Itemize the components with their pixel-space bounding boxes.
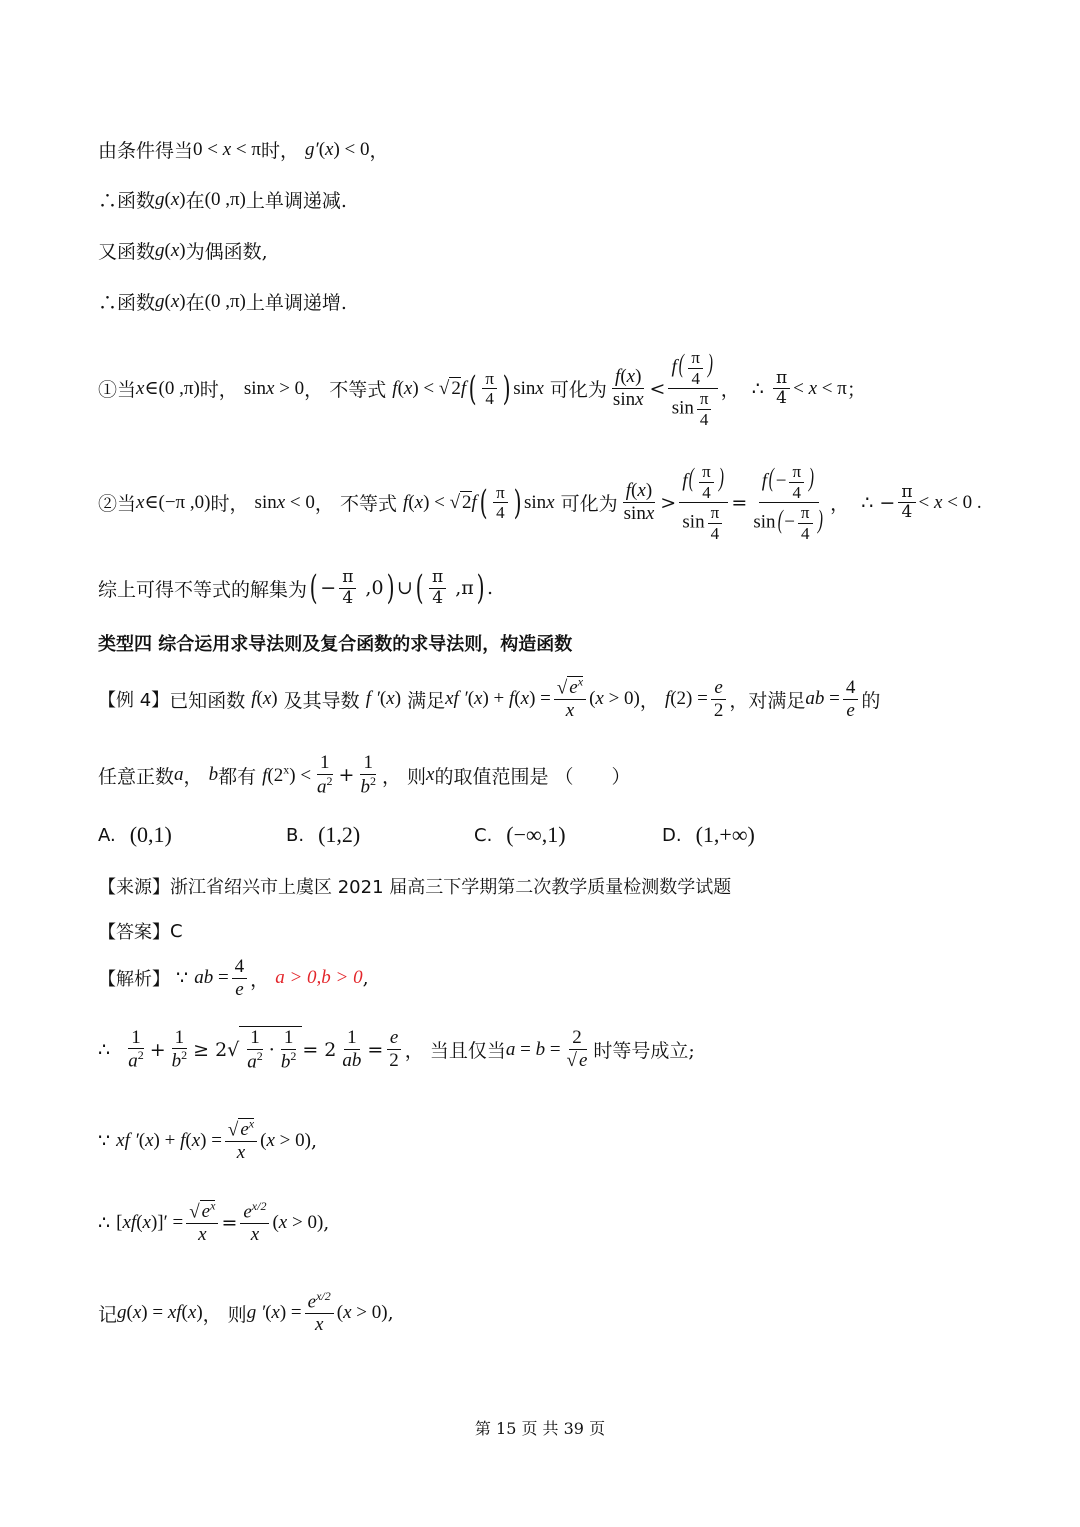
analysis-step-4-mid: ， 则	[202, 1303, 247, 1326]
option-b-label: B.	[286, 824, 305, 846]
page-footer: 第 15 页 共 39 页	[474, 1419, 606, 1438]
source-text: 浙江省绍兴市上虞区 2021 届高三下学期第二次教学质量检测数学试题	[170, 877, 732, 898]
example-4-statement-2: 任意正数 a ， b 都有 $f(2^x)$ < $\frac{1}{a^2}$ + $\frac{1}{b^2}$ ， 则 x 的取值范围是 （ ）	[98, 752, 631, 798]
analysis-line: 【解析】 ∵ ab = $\frac{4}{e}$ ， a > 0,b > 0 ,	[98, 956, 369, 1000]
text-line-4: ∴函数 g(x) 在 (0 ,π) 上单调递增.	[98, 290, 347, 314]
option-a-value: (0,1)	[129, 822, 172, 847]
answer-value: C	[170, 920, 183, 942]
source-label: 【来源】	[98, 877, 170, 898]
analysis-step-1-tail: ， 当且仅当	[404, 1040, 506, 1062]
example-tail: 的	[861, 689, 881, 712]
example-label: 【例 4】	[98, 690, 170, 711]
answer-line	[98, 918, 183, 944]
example-condition: 对满足	[748, 689, 806, 712]
text-line-7: 综上可得不等式的解集为 ( − $\frac{\pi}{4}$ ,0 ) ∪ ( $\frac{\pi}{4}$ ,π ) .	[98, 567, 494, 609]
option-c[interactable]	[474, 822, 566, 848]
text-line-3: 又函数 g(x) 为偶函数,	[98, 239, 268, 263]
option-d-label: D.	[662, 824, 682, 846]
text-line-2: ∴函数 g(x) 在 (0 ,π) 上单调递减.	[98, 188, 347, 212]
source-line	[98, 873, 731, 899]
section-heading: 类型四 综合运用求导法则及复合函数的求导法则，构造函数	[98, 634, 573, 655]
text-line-5: ①当 x∈(0 ,π) 时， sinx > 0 ， 不等式 f(x) < √ 2f ( $\frac{\pi}{4}$ ) sinx 可化为 $\frac{f(x)}{\sin x}$ < f( $\frac{\pi}{4}$ ) sin $\frac{\pi}{4}$ ， ∴ $\frac{\pi}{4}$ < x < π ；	[98, 348, 866, 429]
option-d-value: (1,+∞)	[695, 822, 755, 847]
answer-label: 【答案】	[98, 922, 170, 943]
text-line-6: ②当 x∈(−π ,0) 时， sinx < 0 ， 不等式 f(x) < √ 2f ( $\frac{\pi}{4}$ ) sinx 可化为 $\frac{f(x)}{\sin x}$ > f( $\frac{\pi}{4}$ ) sin $\frac{\pi}{4}$ = f(− $\frac{\pi}{4}$ ) sin(− $\frac{\pi}{4}$ ) ， ∴ − $\frac{\pi}{4}$ < x < 0 .	[98, 462, 982, 543]
text-line-1: 由条件得当 0 < x < π 时， g′(x) < 0 ，	[98, 138, 389, 162]
option-b[interactable]	[286, 822, 360, 848]
option-d[interactable]	[662, 822, 755, 848]
option-a[interactable]	[98, 822, 172, 848]
analysis-step-4: 记 g(x) = xf(x) ， 则 g ′(x) = $\frac{e^{x/2}}{x}$ (x > 0) ,	[98, 1289, 394, 1336]
option-b-value: (1,2)	[318, 822, 361, 847]
analysis-step-1: ∴ $\frac{1}{a^2}$ + $\frac{1}{b^2}$ ≥ 2√ $\frac{1}{a^2}$ · $\frac{1}{b^2}$ = 2 $\frac{1}{ab}$ = $\frac{e}{2}$ ， 当且仅当 a = b = $\frac{2}{√ e}$ 时等号成立;	[98, 1026, 695, 1073]
analysis-red-condition: a > 0,b > 0	[275, 967, 363, 989]
analysis-step-4-prefix: 记	[98, 1303, 118, 1326]
option-c-label: C.	[474, 824, 493, 846]
example-4-statement: 【例 4】 已知函数 f(x) 及其导数 f ′(x) 满足 xf ′(x) + f(x) = $\frac{√ e^x}{x}$ (x > 0) ， f(2) = $\frac{e}{2}$ ， 对满足 ab = $\frac{4}{e}$ 的	[98, 675, 881, 722]
analysis-step-1-tail-2: 时等号成立;	[593, 1040, 695, 1062]
analysis-step-3: ∴ [xf(x)]′ = $\frac{√ e^x}{x}$ = $\frac{e^{x/2}}{x}$ (x > 0) ,	[98, 1199, 330, 1246]
analysis-step-2: ∵ xf ′(x) + f(x) = $\frac{√ e^x}{x}$ (x > 0) ,	[98, 1117, 317, 1164]
option-c-value: (−∞,1)	[506, 822, 566, 847]
analysis-label: 【解析】	[98, 969, 170, 991]
option-a-label: A.	[98, 824, 116, 846]
